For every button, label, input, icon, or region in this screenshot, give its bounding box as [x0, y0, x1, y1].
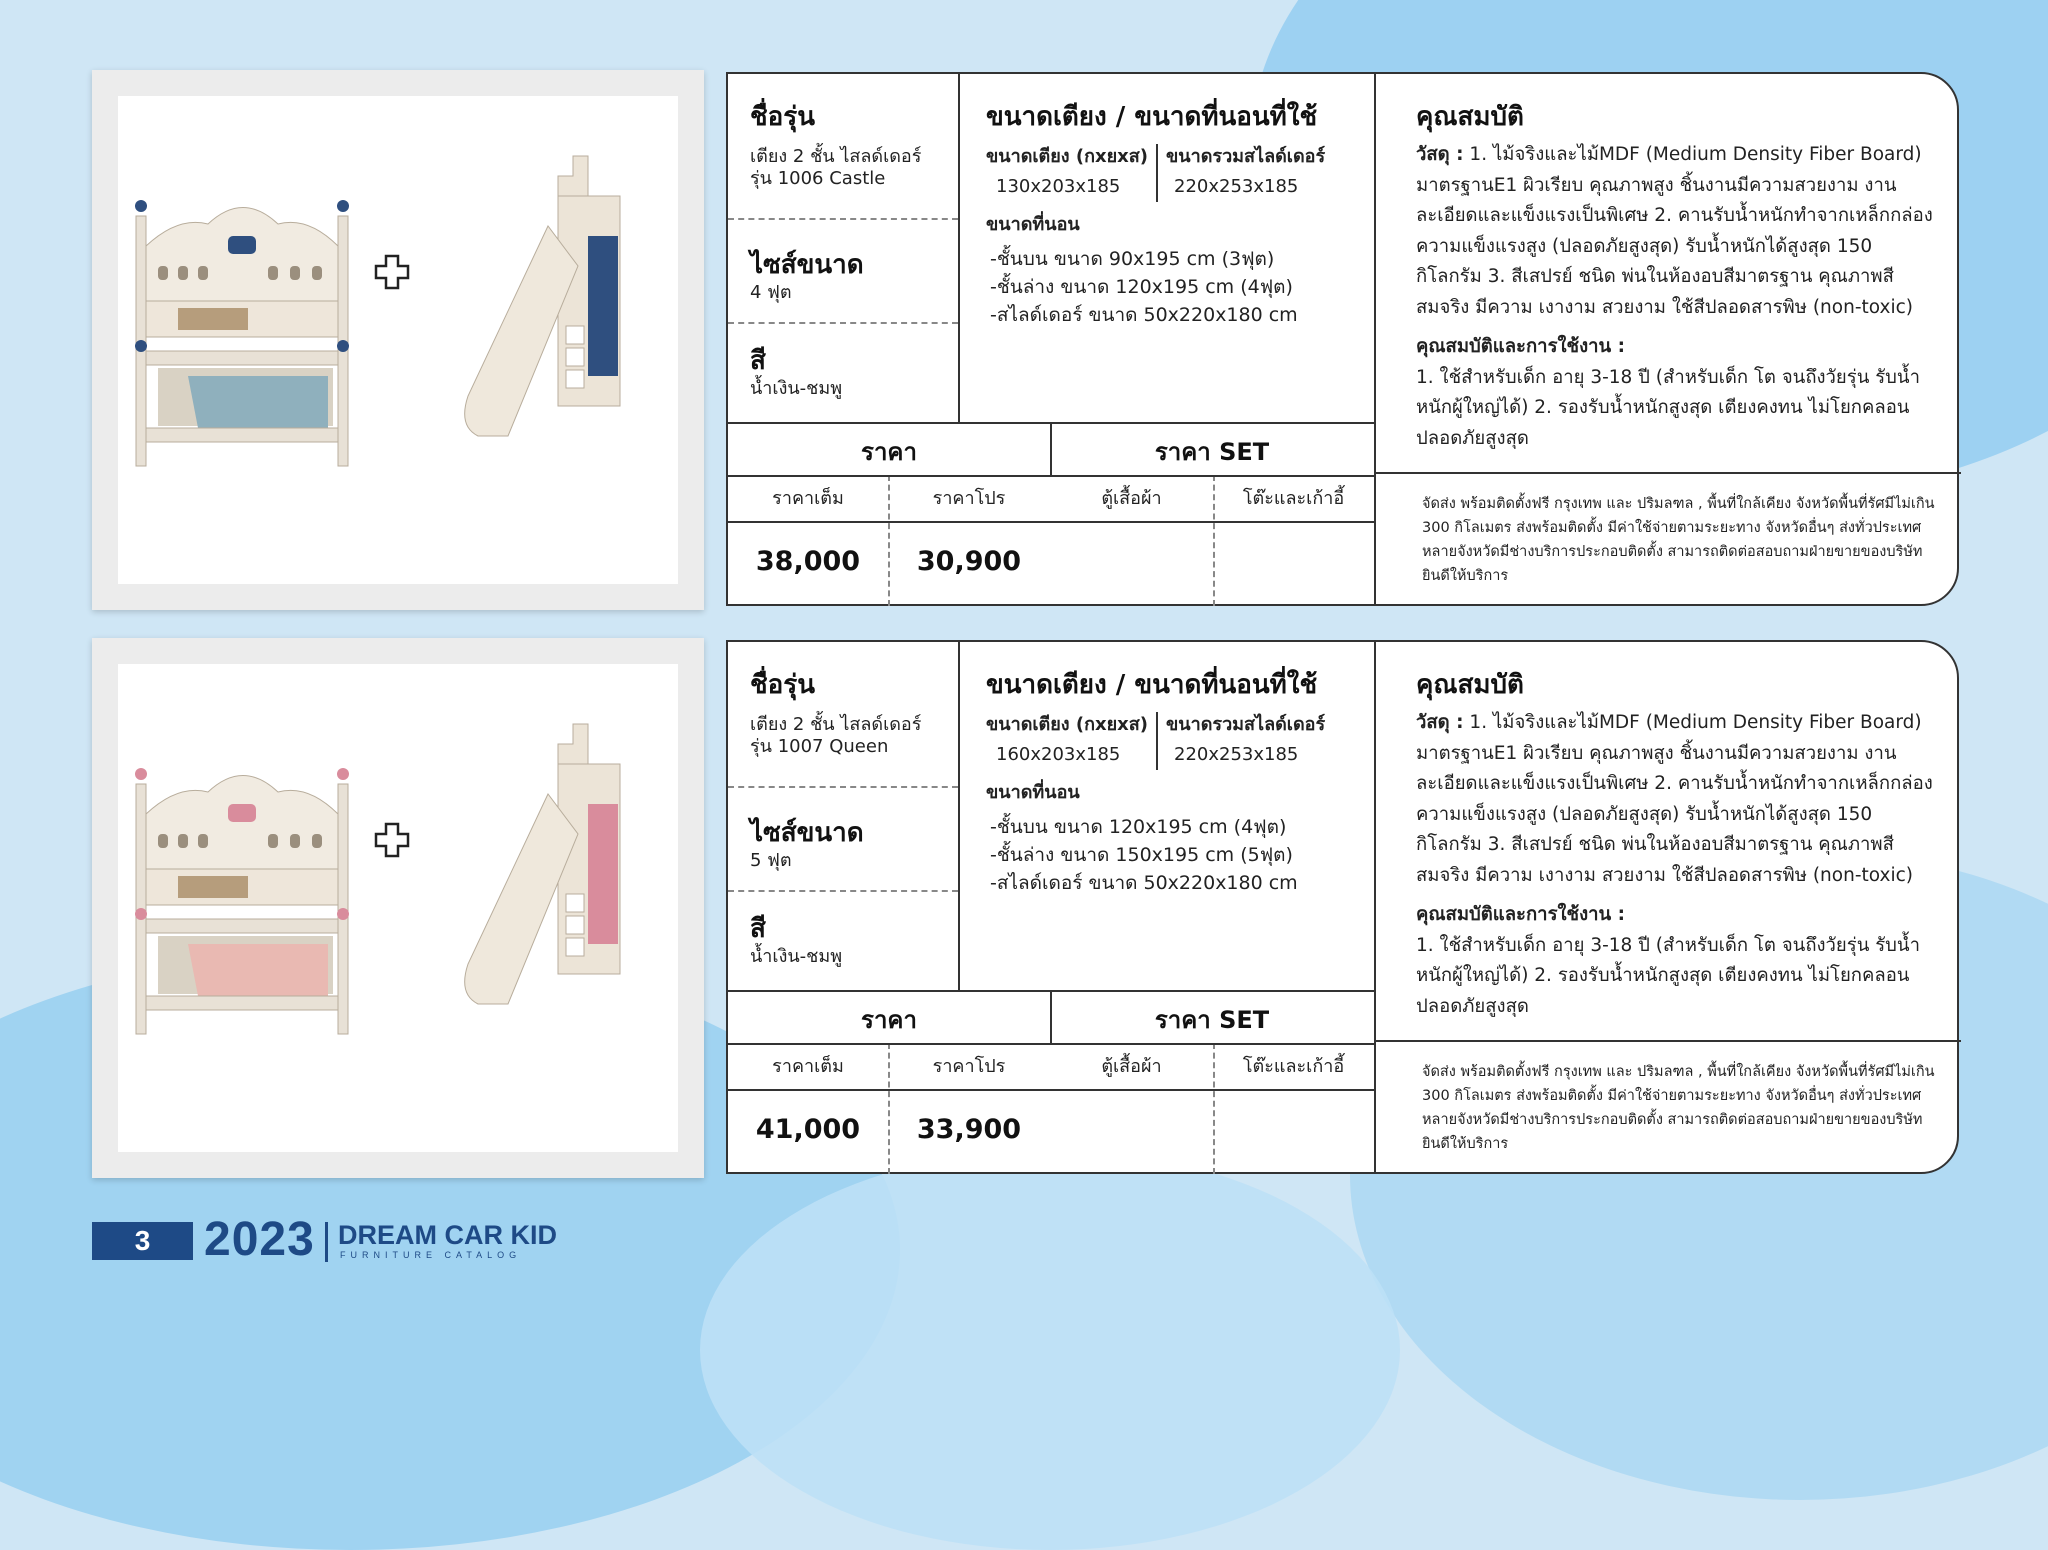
full-price-value: 41,000 — [755, 1114, 861, 1145]
dims-title: ขนาดเตียง / ขนาดที่นอนที่ใช้ — [986, 670, 1318, 700]
product-spec-card — [726, 72, 1959, 606]
slider-size-value: 220x253x185 — [1174, 744, 1299, 765]
bed-size-value: 160x203x185 — [996, 744, 1121, 765]
props-material: วัสดุ : 1. ไม้จริงและไม้MDF (Medium Density Fiber Board) มาตรฐานE1 ผิวเรียบ คุณภาพสูง ชิ้นงานมีความสวยงาม งานละเอียดและแข็งแรงเป็นพิเศษ 2. คานรับน้ำหนักทำจากเหล็กกล่อง ความแข็งแรงสูง (ปลอดภัยสูงสุด) รับน้ำหนักได้สูงสุด 150 กิโลกรัม 3. สีเสปรย์ ชนิด พ่นในห้องอบสีมาตรฐาน คุณภาพสีสมจริง มีความ เงางาม สวยงาม ใช้สีปลอดสารพิษ (non-toxic) — [1416, 144, 1933, 318]
props-title: คุณสมบัติ — [1416, 670, 1524, 700]
promo-price-label: ราคาโปร — [932, 1056, 1006, 1077]
product-photo-frame — [92, 638, 704, 1178]
mattress-label: ขนาดที่นอน — [986, 214, 1080, 235]
promo-price-value: 30,900 — [916, 546, 1022, 577]
delivery-note: จัดส่ง พร้อมติดตั้งฟรี กรุงเทพ และ ปริมลฑล , พื้นที่ใกล้เคียง จังหวัดพื้นที่รัศมีไม่เกิน 300 กิโลเมตร ส่งพร้อมติดตั้ง มีค่าใช้จ่ายตามระยะทาง จังหวัดอื่นๆ ส่งทั่วประเทศ หลายจังหวัดมีช่างบริการประกอบติดตั้ง สามารถติดต่อสอบถามฝ่ายขายของบริษัทยินดีให้บริการ — [1422, 496, 1935, 584]
background-shape — [700, 1150, 1400, 1550]
color-label: สี — [750, 346, 766, 376]
size-label: ไซส์ขนาด — [750, 818, 864, 848]
wardrobe-label: ตู้เสื้อผ้า — [1101, 488, 1162, 509]
plus-icon — [376, 256, 408, 288]
model-label: ชื่อรุ่น — [750, 670, 815, 700]
set-price-title: ราคา SET — [1154, 1006, 1270, 1034]
color-label: สี — [750, 914, 766, 944]
props-material: วัสดุ : 1. ไม้จริงและไม้MDF (Medium Density Fiber Board) มาตรฐานE1 ผิวเรียบ คุณภาพสูง ชิ้นงานมีความสวยงาม งานละเอียดและแข็งแรงเป็นพิเศษ 2. คานรับน้ำหนักทำจากเหล็กกล่อง ความแข็งแรงสูง (ปลอดภัยสูงสุด) รับน้ำหนักได้สูงสุด 150 กิโลกรัม 3. สีเสปรย์ ชนิด พ่นในห้องอบสีมาตรฐาน คุณภาพสีสมจริง มีความ เงางาม สวยงาม ใช้สีปลอดสารพิษ (non-toxic) — [1416, 712, 1933, 886]
size-value: 5 ฟุต — [750, 850, 792, 871]
slider-size-label: ขนาดรวมสไลด์เดอร์ — [1166, 146, 1326, 167]
mattress-label: ขนาดที่นอน — [986, 782, 1080, 803]
bed-size-label: ขนาดเตียง (กxยxส) — [986, 146, 1148, 167]
full-price-value: 38,000 — [755, 546, 861, 577]
color-value: น้ำเงิน-ชมพู — [750, 378, 843, 399]
price-title: ราคา — [861, 438, 917, 466]
color-value: น้ำเงิน-ชมพู — [750, 946, 843, 967]
mattress-line: -สไลด์เดอร์ ขนาด 50x220x180 cm — [990, 872, 1298, 894]
mattress-line: -ชั้นบน ขนาด 120x195 cm (4ฟุต) — [990, 816, 1287, 838]
desk-chair-label: โต๊ะและเก้าอี้ — [1242, 1056, 1345, 1077]
mattress-line: -สไลด์เดอร์ ขนาด 50x220x180 cm — [990, 304, 1298, 326]
dims-title: ขนาดเตียง / ขนาดที่นอนที่ใช้ — [986, 102, 1318, 132]
product-spec-card — [726, 640, 1959, 1174]
props-title: คุณสมบัติ — [1416, 102, 1524, 132]
promo-price-value: 33,900 — [916, 1114, 1022, 1145]
product-photo — [118, 96, 678, 584]
bunk-bed-illustration — [118, 96, 678, 584]
page-number: 3 — [92, 1222, 193, 1260]
full-price-label: ราคาเต็ม — [772, 1056, 844, 1077]
size-value: 4 ฟุต — [750, 282, 792, 303]
model-line-1: เตียง 2 ชั้น ไสลด์เดอร์ — [750, 714, 922, 735]
model-line-1: เตียง 2 ชั้น ไสลด์เดอร์ — [750, 146, 922, 167]
bed-size-label: ขนาดเตียง (กxยxส) — [986, 714, 1148, 735]
mattress-line: -ชั้นบน ขนาด 90x195 cm (3ฟุต) — [990, 248, 1275, 270]
price-title: ราคา — [861, 1006, 917, 1034]
model-label: ชื่อรุ่น — [750, 102, 815, 132]
footer-divider — [325, 1222, 328, 1262]
plus-icon — [376, 824, 408, 856]
model-line-2: รุ่น 1006 Castle — [750, 168, 886, 189]
brand-name: DREAM CAR KID — [338, 1220, 557, 1250]
slider-size-label: ขนาดรวมสไลด์เดอร์ — [1166, 714, 1326, 735]
brand-subtitle: FURNITURE CATALOG — [340, 1250, 522, 1260]
product-photo-frame — [92, 70, 704, 610]
set-price-title: ราคา SET — [1154, 438, 1270, 466]
wardrobe-label: ตู้เสื้อผ้า — [1101, 1056, 1162, 1077]
promo-price-label: ราคาโปร — [932, 488, 1006, 509]
mattress-line: -ชั้นล่าง ขนาด 150x195 cm (5ฟุต) — [990, 844, 1293, 866]
product-photo — [118, 664, 678, 1152]
model-line-2: รุ่น 1007 Queen — [750, 736, 889, 757]
bed-size-value: 130x203x185 — [996, 176, 1121, 197]
catalog-year: 2023 — [204, 1213, 315, 1266]
desk-chair-label: โต๊ะและเก้าอี้ — [1242, 488, 1345, 509]
mattress-line: -ชั้นล่าง ขนาด 120x195 cm (4ฟุต) — [990, 276, 1293, 298]
bunk-bed-illustration — [118, 664, 678, 1152]
delivery-note: จัดส่ง พร้อมติดตั้งฟรี กรุงเทพ และ ปริมลฑล , พื้นที่ใกล้เคียง จังหวัดพื้นที่รัศมีไม่เกิน 300 กิโลเมตร ส่งพร้อมติดตั้ง มีค่าใช้จ่ายตามระยะทาง จังหวัดอื่นๆ ส่งทั่วประเทศ หลายจังหวัดมีช่างบริการประกอบติดตั้ง สามารถติดต่อสอบถามฝ่ายขายของบริษัทยินดีให้บริการ — [1422, 1064, 1935, 1152]
slider-size-value: 220x253x185 — [1174, 176, 1299, 197]
props-usage: คุณสมบัติและการใช้งาน : 1. ใช้สำหรับเด็ก อายุ 3-18 ปี (สำหรับเด็ก โต จนถึงวัยรุ่น รับน้ำหนักผู้ใหญ่ได้) 2. รองรับน้ำหนักสูงสุด เตียงคงทน ไม่โยกคลอน ปลอดภัยสูงสุด — [1416, 336, 1920, 449]
full-price-label: ราคาเต็ม — [772, 488, 844, 509]
size-label: ไซส์ขนาด — [750, 250, 864, 280]
props-usage: คุณสมบัติและการใช้งาน : 1. ใช้สำหรับเด็ก อายุ 3-18 ปี (สำหรับเด็ก โต จนถึงวัยรุ่น รับน้ำหนักผู้ใหญ่ได้) 2. รองรับน้ำหนักสูงสุด เตียงคงทน ไม่โยกคลอน ปลอดภัยสูงสุด — [1416, 904, 1920, 1017]
